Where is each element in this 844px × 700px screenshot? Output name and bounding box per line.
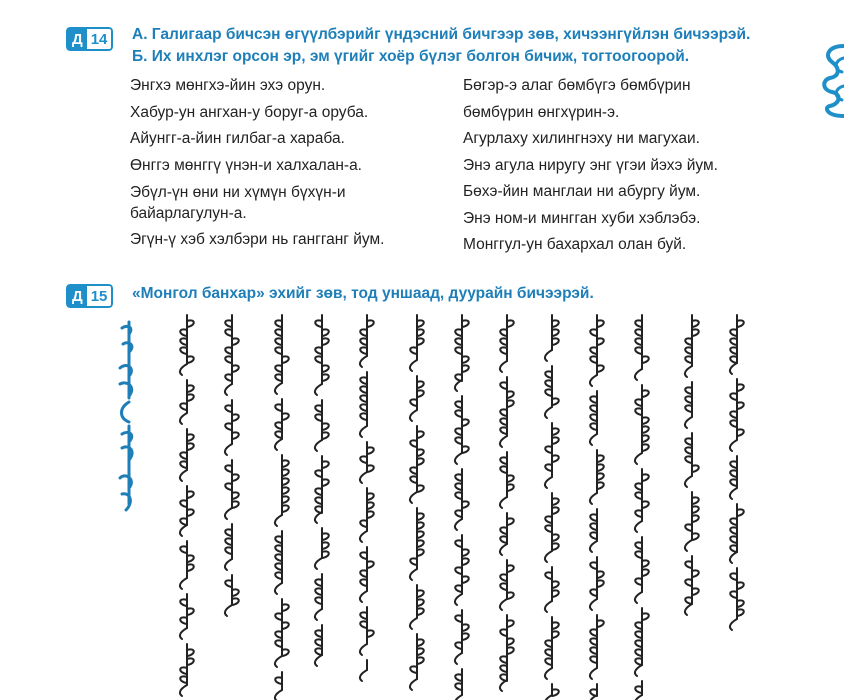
sentence-line: Бөгэр-э алаг бөмбүгэ бөмбүрин: [463, 77, 691, 94]
sentence-line: Энэ агула ниругу энг үгэи йэхэ йум.: [463, 156, 718, 174]
script-column: [400, 305, 434, 700]
sentence-line: Эгүн-ү хэб хэлбэри нь гангганг йум.: [130, 231, 385, 248]
sentence-line: Бөхэ-йин манглаи ни абургу йум.: [463, 183, 701, 200]
sentence-line: бөмбүрин өнгхүрин-э.: [463, 103, 620, 121]
script-column: [215, 305, 249, 700]
script-column: [305, 305, 339, 700]
script-column: [350, 305, 384, 700]
script-column: [170, 305, 204, 700]
script-column: [580, 305, 614, 700]
sentence-line: Энэ ном-и мингган хуби хэблэбэ.: [463, 209, 701, 227]
script-column: [490, 305, 524, 700]
script-column: [675, 305, 709, 700]
script-column: [535, 305, 569, 700]
script-column: [720, 305, 754, 700]
sentence-line: Эбүл-үн өни ни хүмүн бүхүн-и: [130, 184, 346, 201]
exercise-code: Д: [66, 284, 87, 308]
sentence-line: Өнггэ мөнггү үнэн-и халхалан-а.: [130, 156, 362, 174]
exercise-code: Д: [66, 27, 87, 51]
exercise-15-title: «Монгол банхар» эхийг зөв, тод уншаад, дуурайн бичээрэй.: [132, 285, 594, 302]
script-column: [265, 305, 299, 700]
script-column: [445, 305, 479, 700]
exercise-number: 15: [87, 284, 114, 308]
sentence-line: байарлагулун-а.: [130, 205, 247, 222]
sentence-line: Монггул-ун бахархал олан буй.: [463, 236, 687, 253]
exercise-14-title-a: А. Галигаар бичсэн өгүүлбэрийг үндэсний бичгээр зөв, хичээнгүйлэн бичээрэй.: [132, 26, 751, 43]
exercise-14-left-column: [130, 73, 384, 254]
sentence-line: Хабур-ун ангхан-у боруг-а оруба.: [130, 103, 369, 121]
exercise-number: 14: [87, 27, 114, 51]
knot-ornament-icon: [818, 40, 844, 120]
exercise-14-badge: [66, 27, 113, 51]
exercise-14-title-b: Б. Их инхлэг орсон эр, эм үгийг хоёр бүлэг болгон бичиж, тогтоогоорой.: [132, 48, 690, 65]
traditional-script-text-image: [100, 305, 820, 700]
script-column: [625, 305, 659, 700]
sentence-line: Энгхэ мөнгхэ-йин эхэ орун.: [130, 77, 326, 94]
sentence-line: Агурлаху хилингнэху ни магухаи.: [463, 130, 700, 147]
exercise-14-right-column: [463, 73, 718, 259]
sentence-line: Айунгг-а-йин гилбаг-а хараба.: [130, 130, 345, 147]
